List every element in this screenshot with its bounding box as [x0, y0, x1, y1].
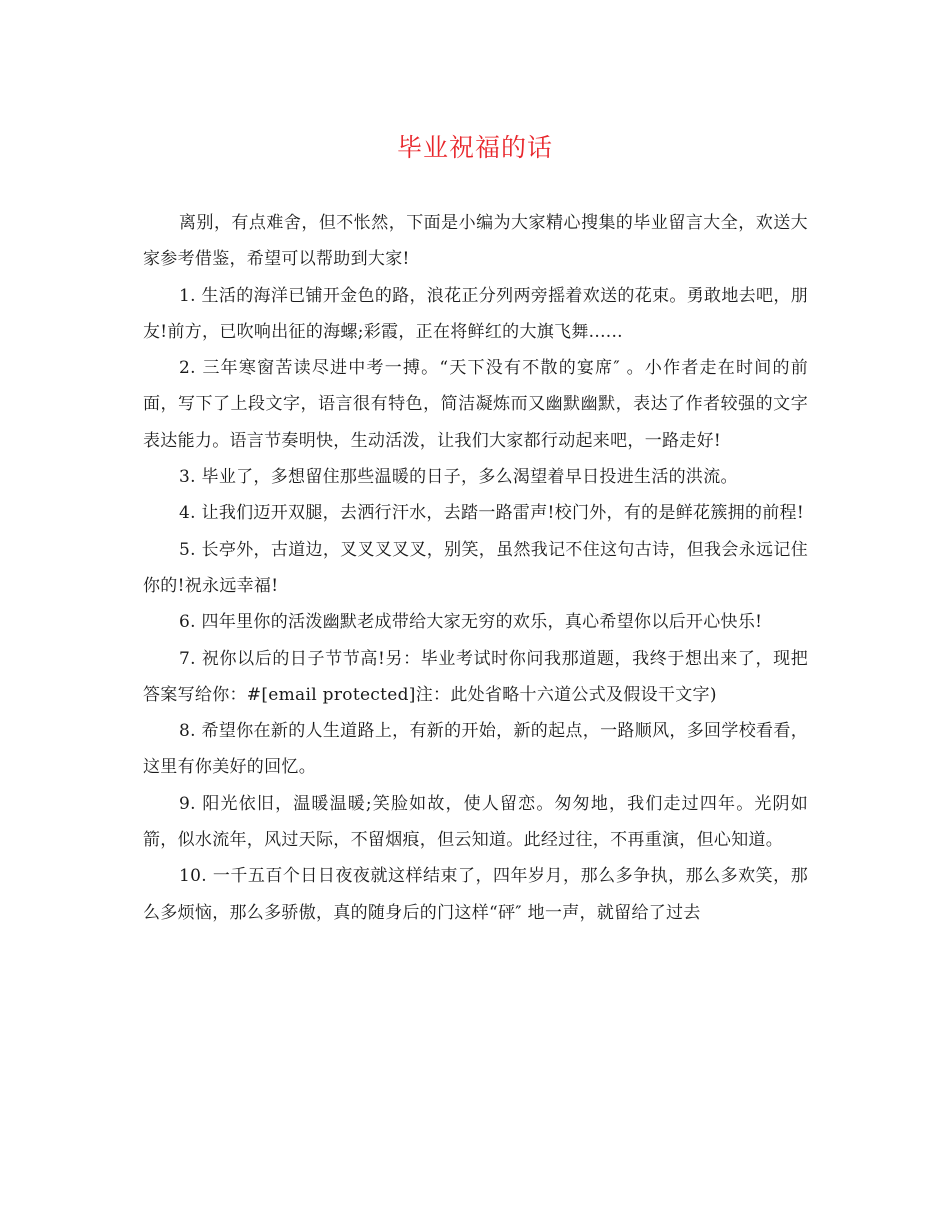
document-title: 毕业祝福的话	[396, 133, 553, 162]
paragraph-5: 5. 长亭外，古道边，叉叉叉叉叉，别笑，虽然我记不住这句古诗，但我会永远记住你的!祝永远幸福!	[143, 539, 808, 596]
paragraph-10: 10. 一千五百个日日夜夜就这样结束了，四年岁月，那么多争执，那么多欢笑，那么多烦恼，那么多骄傲，真的随身后的门这样“砰″ 地一声，就留给了过去	[143, 866, 808, 923]
paragraph-3: 3. 毕业了，多想留住那些温暖的日子，多么渴望着早日投进生活的洪流。	[179, 467, 738, 488]
paragraph-1: 1. 生活的海洋已铺开金色的路，浪花正分列两旁摇着欢送的花束。勇敢地去吧，朋友!前方，已吹响出征的海螺;彩霞，正在将鲜红的大旗飞舞......	[143, 285, 808, 342]
paragraph-7: 7. 祝你以后的日子节节高!另：毕业考试时你问我那道题，我终于想出来了，现把答案写给你：#[email protected]注：此处省略十六道公式及假设干文字)	[143, 648, 808, 705]
intro-paragraph: 离别，有点难舍，但不怅然，下面是小编为大家精心搜集的毕业留言大全，欢送大家参考借鉴，希望可以帮助到大家!	[143, 213, 808, 270]
paragraph-6: 6. 四年里你的活泼幽默老成带给大家无穷的欢乐，真心希望你以后开心快乐!	[179, 612, 763, 633]
paragraph-9: 9. 阳光依旧，温暖温暖;笑脸如故，使人留恋。匆匆地，我们走过四年。光阴如箭，似水流年，风过天际，不留烟痕，但云知道。此经过往，不再重演，但心知道。	[143, 793, 808, 851]
document-body	[143, 205, 808, 931]
paragraph-8: 8. 希望你在新的人生道路上，有新的开始，新的起点，一路顺风，多回学校看看，这里有你美好的回忆。	[143, 721, 808, 778]
paragraph-2: 2. 三年寒窗苦读尽进中考一搏。“天下没有不散的宴席″ 。小作者走在时间的前面，写下了上段文字，语言很有特色，简洁凝炼而又幽默幽默，表达了作者较强的文字表达能力。语言节奏明快，生动活泼，让我们大家都行动起来吧，一路走好!	[143, 358, 808, 451]
paragraph-4: 4. 让我们迈开双腿，去洒行汗水，去踏一路雷声!校门外，有的是鲜花簇拥的前程!	[179, 503, 804, 524]
